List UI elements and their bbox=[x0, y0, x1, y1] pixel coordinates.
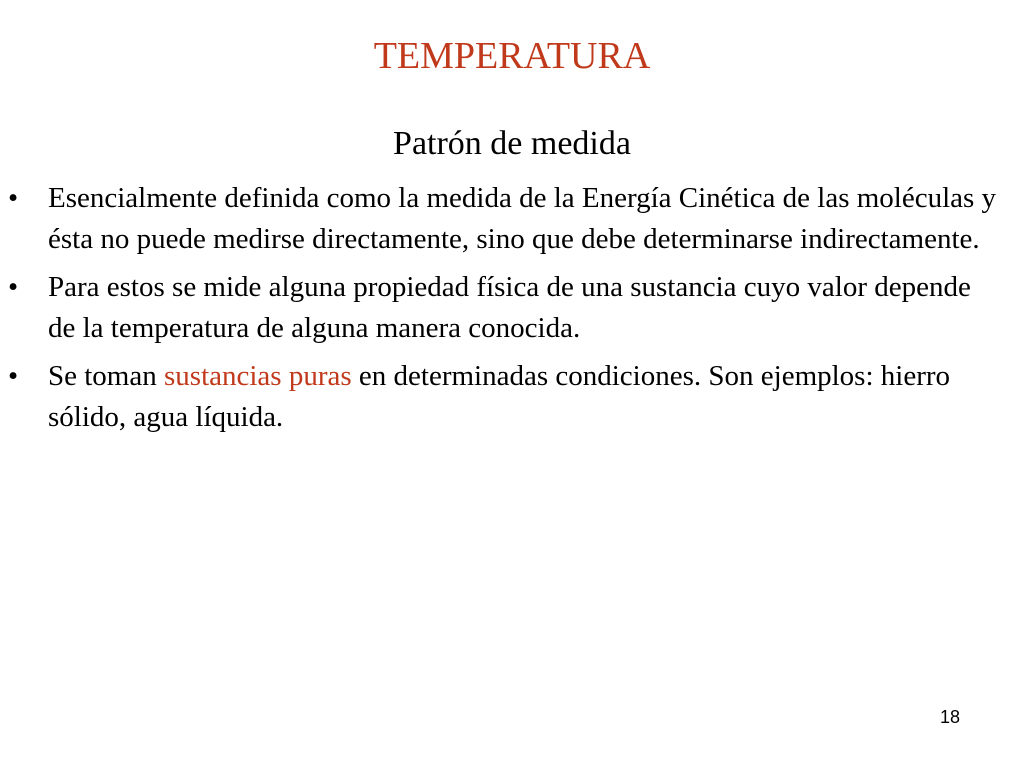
bullet-text: Esencialmente definida como la medida de la Energía Cinética de las moléculas y ésta no puede medirse directamente, sino que debe determinarse indirectamente. bbox=[48, 182, 997, 255]
bullet-item-3 bbox=[0, 356, 1024, 437]
bullet-text-after: en determinadas condiciones. Son ejemplos: hierro sólido, agua líquida. bbox=[48, 360, 951, 433]
bullet-text: Para estos se mide alguna propiedad física de una sustancia cuyo valor depende de la temperatura de alguna manera conocida. bbox=[48, 271, 971, 344]
slide-title: TEMPERATURA bbox=[373, 35, 651, 77]
slide-subtitle: Patrón de medida bbox=[393, 125, 631, 162]
bullet-item-1 bbox=[0, 178, 1024, 259]
bullet-text-before: Se toman bbox=[48, 360, 164, 392]
highlighted-term: sustancias puras bbox=[164, 360, 352, 392]
bullet-item-2 bbox=[0, 267, 1024, 348]
bullet-icon: • bbox=[8, 271, 19, 303]
page-number: 18 bbox=[939, 707, 961, 727]
bullet-icon: • bbox=[8, 182, 19, 214]
bullet-icon: • bbox=[8, 360, 19, 392]
bullet-list bbox=[0, 178, 1024, 445]
